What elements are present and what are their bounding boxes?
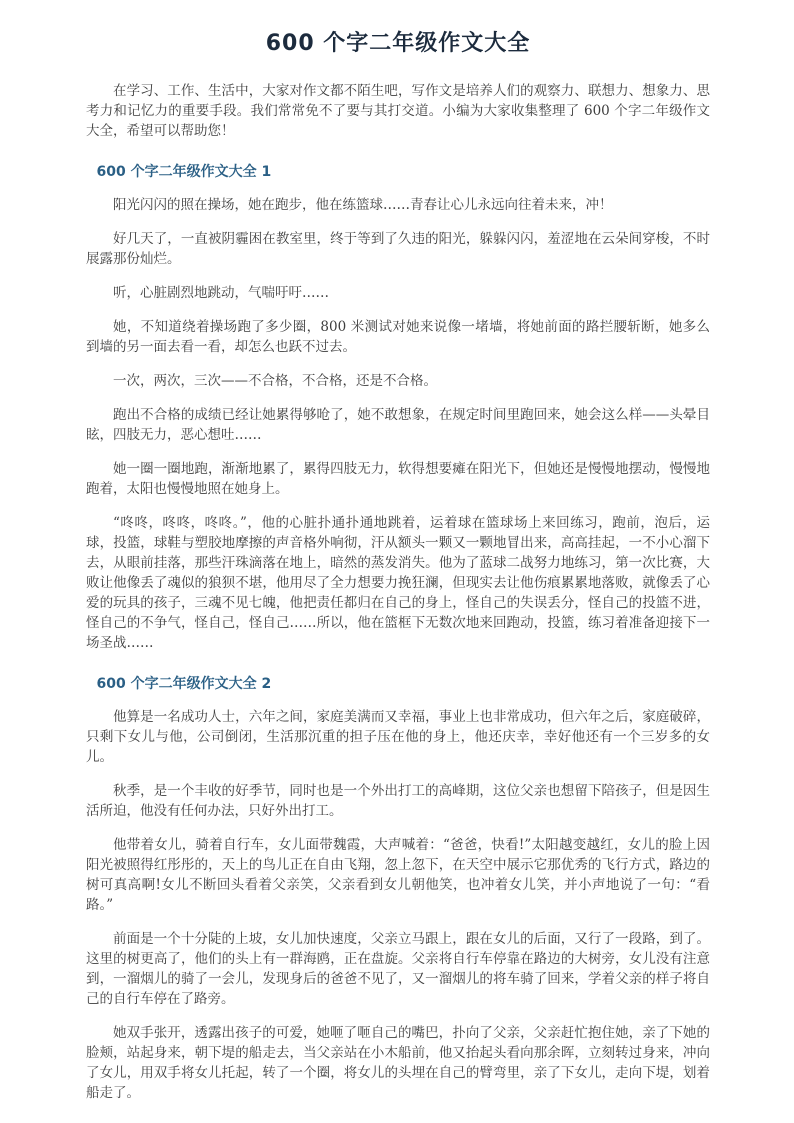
section-1-paragraph-1: 阳光闪闪的照在操场，她在跑步，他在练篮球……青春让心儿永远向往着未来，冲！ <box>113 197 613 213</box>
section-2-paragraph-2: 秋季，是一个丰收的好季节，同时也是一个外出打工的高峰期，这位父亲也想留下陪孩子，但是因生活所迫，他没有任何办法，只好外出打工。 <box>86 783 710 819</box>
section-1-paragraph-8: “咚咚，咚咚，咚咚。”，他的心脏扑通扑通地跳着，运着球在篮球场上来回练习，跑前，泡后，运球，投篮，球鞋与塑胶地摩擦的声音格外响彻，汗从额头一颗又一颗地冒出来，高高挂起，一不小心溜下去，从眼前挂落，那些汗珠滴落在地上，暗然的蒸发消失。他为了蓝球二战努力地练习，第一次比赛，大败让他像丢了魂似的狼狈不堪，他用尽了全力想要力挽狂澜，但现实去让他伤痕累累地落败，就像丢了心爱的玩具的孩子，三魂不见七魄，他把责任都归在自己的身上，怪自己的失误丢分，怪自己的投篮不进，怪自己的不争气，怪自己，怪自己……所以，他在篮框下无数次地来回跑动，投篮，练习着准备迎接下一场圣战…… <box>86 515 710 651</box>
intro-paragraph: 在学习、工作、生活中，大家对作文都不陌生吧，写作文是培养人们的观察力、联想力、想象力、思考力和记忆力的重要手段。我们常常免不了要与其打交道。小编为大家收集整理了 600 个字二年级作文大全，希望可以帮助您！ <box>86 83 710 139</box>
section-2-heading: 600 个字二年级作文大全 2 <box>96 676 272 692</box>
section-1-paragraph-3: 听，心脏剧烈地跳动，气喘吁吁…… <box>113 285 329 301</box>
section-2-paragraph-3: 他带着女儿，骑着自行车，女儿面带魏霞，大声喊着：“爸爸，快看!”太阳越变越红，女儿的脸上因阳光被照得红彤彤的，天上的鸟儿正在自由飞翔，忽上忽下，在天空中展示它那优秀的飞行方式，路边的树可真高啊!女儿不断回头看着父亲笑，父亲看到女儿朝他笑，也冲着女儿笑，并小声地说了一句：“看路。” <box>86 837 710 913</box>
section-1-paragraph-4: 她，不知道绕着操场跑了多少圈，800 米测试对她来说像一堵墙，将她前面的路拦腰斩断，她多么到墙的另一面去看一看，却怎么也跃不过去。 <box>86 319 710 355</box>
section-2-paragraph-4: 前面是一个十分陡的上坡，女儿加快速度，父亲立马跟上，跟在女儿的后面，又行了一段路，到了。这里的树更高了，他们的头上有一群海鸥，正在盘旋。父亲将自行车停靠在路边的大树旁，女儿没有注意到，一溜烟儿的骑了一会儿，发现身后的爸爸不见了，又一溜烟儿的将车骑了回来，学着父亲的样子将自己的自行车停在了路旁。 <box>86 931 710 1007</box>
section-1-paragraph-7: 她一圈一圈地跑，渐渐地累了，累得四肢无力，软得想要瘫在阳光下，但她还是慢慢地摆动，慢慢地跑着，太阳也慢慢地照在她身上。 <box>86 461 710 497</box>
section-1-paragraph-2: 好几天了，一直被阴霾困在教室里，终于等到了久违的阳光，躲躲闪闪，羞涩地在云朵间穿梭，不时展露那份灿烂。 <box>86 231 710 267</box>
page-title: 600 个字二年级作文大全 <box>265 31 531 56</box>
section-2-paragraph-5: 她双手张开，透露出孩子的可爱，她咂了咂自己的嘴巴，扑向了父亲，父亲赶忙抱住她，亲了下她的脸颊，站起身来，朝下堤的船走去，当父亲站在小木船前，他又抬起头看向那余晖，立刻转过身来，冲向了女儿，用双手将女儿托起，转了一个圈，将女儿的头埋在自己的臂弯里，亲了下女儿，走向下堤，划着船走了。 <box>86 1025 710 1101</box>
section-1-heading: 600 个字二年级作文大全 1 <box>96 164 272 180</box>
section-2-paragraph-1: 他算是一名成功人士，六年之间，家庭美满而又幸福，事业上也非常成功，但六年之后，家庭破碎，只剩下女儿与他，公司倒闭，生活那沉重的担子压在他的身上，他还庆幸，幸好他还有一个三岁多的女儿。 <box>86 709 710 765</box>
section-1-paragraph-5: 一次，两次，三次——不合格，不合格，还是不合格。 <box>113 373 437 389</box>
section-1-paragraph-6: 跑出不合格的成绩已经让她累得够呛了，她不敢想象，在规定时间里跑回来，她会这么样——头晕目眩，四肢无力，恶心想吐…… <box>86 407 710 443</box>
